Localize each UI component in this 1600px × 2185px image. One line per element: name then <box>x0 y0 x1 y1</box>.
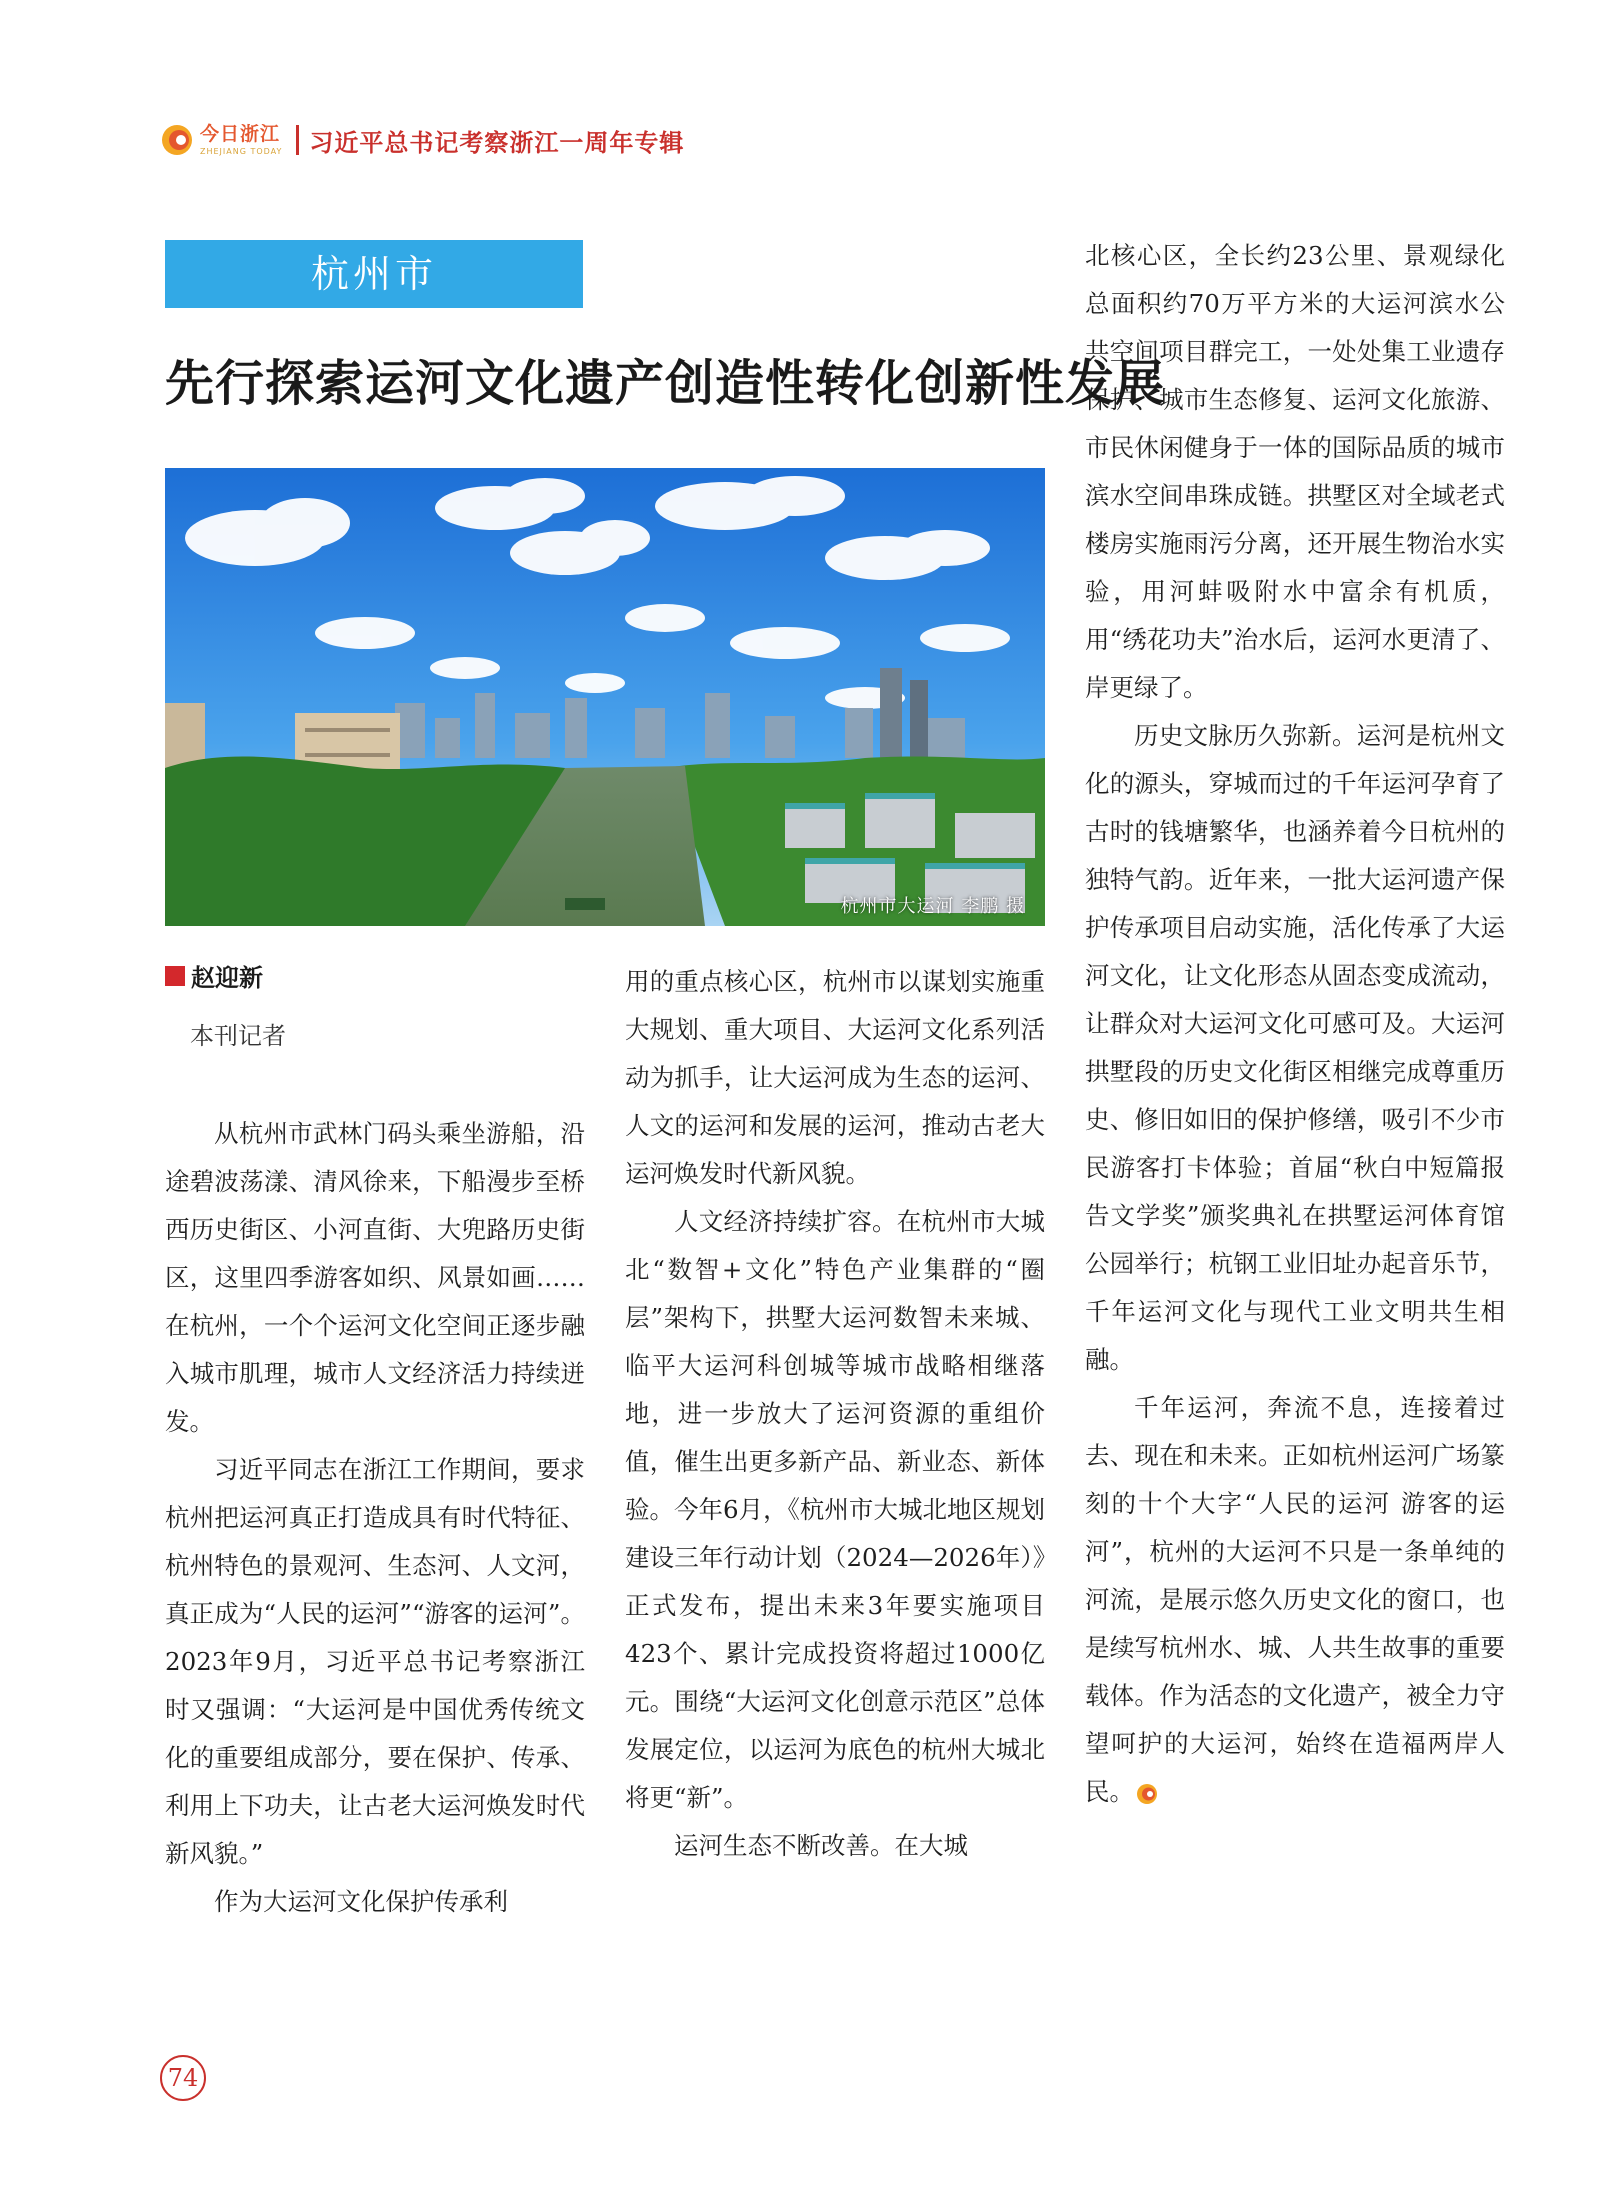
article-column-3 <box>1085 232 1505 1816</box>
magazine-logo-text <box>200 122 283 156</box>
paragraph: 从杭州市武林门码头乘坐游船，沿途碧波荡漾、清风徐来，下船漫步至桥西历史街区、小河直街、大兜路历史街区，这里四季游客如织、风景如画……在杭州，一个个运河文化空间正逐步融入城市肌理，城市人文经济活力持续迸发。 <box>165 1119 585 1436</box>
paragraph: 运河生态不断改善。在大城 <box>674 1831 968 1860</box>
article-end-icon <box>1136 1783 1158 1805</box>
paragraph <box>1085 1384 1505 1816</box>
paragraph: 习近平同志在浙江工作期间，要求杭州把运河真正打造成具有时代特征、杭州特色的景观河、生态河、人文河，真正成为“人民的运河”“游客的运河”。2023年9月，习近平总书记考察浙江时又强调：“大运河是中国优秀传统文化的重要组成部分，要在保护、传承、利用上下功夫，让古老大运河焕发时代新风貌。” <box>165 1455 585 1868</box>
byline <box>165 958 263 993</box>
article-headline: 先行探索运河文化遗产创造性转化创新性发展 <box>165 354 1166 412</box>
header-divider <box>296 125 299 155</box>
section-label: 杭州市 <box>165 240 583 308</box>
page-number: 74 <box>160 2055 206 2101</box>
magazine-logo-icon <box>160 123 194 157</box>
byline-marker <box>165 966 185 986</box>
special-issue-title: 习近平总书记考察浙江一周年专辑 <box>309 128 685 157</box>
author-name: 赵迎新 <box>191 964 263 992</box>
photo-caption: 杭州市大运河 李鹏 摄 <box>840 896 1025 917</box>
masthead <box>160 118 684 162</box>
paragraph: 人文经济持续扩容。在杭州市大城北“数智+文化”特色产业集群的“圈层”架构下，拱墅大运河数智未来城、临平大运河科创城等城市战略相继落地，进一步放大了运河资源的重组价值，催生出更多新产品、新业态、新体验。今年6月，《杭州市大城北地区规划建设三年行动计划（2024—2026年）》正式发布，提出未来3年要实施项目423个、累计完成投资将超过1000亿元。围绕“大运河文化创意示范区”总体发展定位，以运河为底色的杭州大城北将更“新”。 <box>625 1207 1045 1812</box>
paragraph: 作为大运河文化保护传承利 <box>214 1887 508 1916</box>
logo-chinese-name: 今日浙江 <box>200 122 281 145</box>
article-column-2 <box>625 958 1045 1870</box>
canal-cityscape-image <box>165 468 1045 926</box>
paragraph-text: 千年运河，奔流不息，连接着过去、现在和未来。正如杭州运河广场篆刻的十个大字“人民的运河 游客的运河”，杭州的大运河不只是一条单纯的河流，是展示悠久历史文化的窗口，也是续写杭州水、城、人共生故事的重要载体。作为活态的文化遗产，被全力守望呵护的大运河，始终在造福两岸人民。 <box>1085 1393 1505 1806</box>
paragraph: 历史文脉历久弥新。运河是杭州文化的源头，穿城而过的千年运河孕育了古时的钱塘繁华，也涵养着今日杭州的独特气韵。近年来，一批大运河遗产保护传承项目启动实施，活化传承了大运河文化，让文化形态从固态变成流动，让群众对大运河文化可感可及。大运河拱墅段的历史文化街区相继完成尊重历史、修旧如旧的保护修缮，吸引不少市民游客打卡体验；首届“秋白中短篇报告文学奖”颁奖典礼在拱墅运河体育馆公园举行；杭钢工业旧址办起音乐节，千年运河文化与现代工业文明共生相融。 <box>1085 721 1505 1374</box>
author-role: 本刊记者 <box>190 1022 286 1050</box>
article-column-1 <box>165 1110 585 1926</box>
paragraph-continuation: 北核心区，全长约23公里、景观绿化总面积约70万平方米的大运河滨水公共空间项目群完工，一处处集工业遗存保护、城市生态修复、运河文化旅游、市民休闲健身于一体的国际品质的城市滨水空间串珠成链。拱墅区对全域老式楼房实施雨污分离，还开展生物治水实验，用河蚌吸附水中富余有机质，用“绣花功夫”治水后，运河水更清了、岸更绿了。 <box>1085 241 1505 702</box>
canal-photo <box>165 468 1045 926</box>
paragraph-continuation: 用的重点核心区，杭州市以谋划实施重大规划、重大项目、大运河文化系列活动为抓手，让大运河成为生态的运河、人文的运河和发展的运河，推动古老大运河焕发时代新风貌。 <box>625 967 1045 1188</box>
logo-english-name: ZHEJIANG TODAY <box>200 146 283 156</box>
